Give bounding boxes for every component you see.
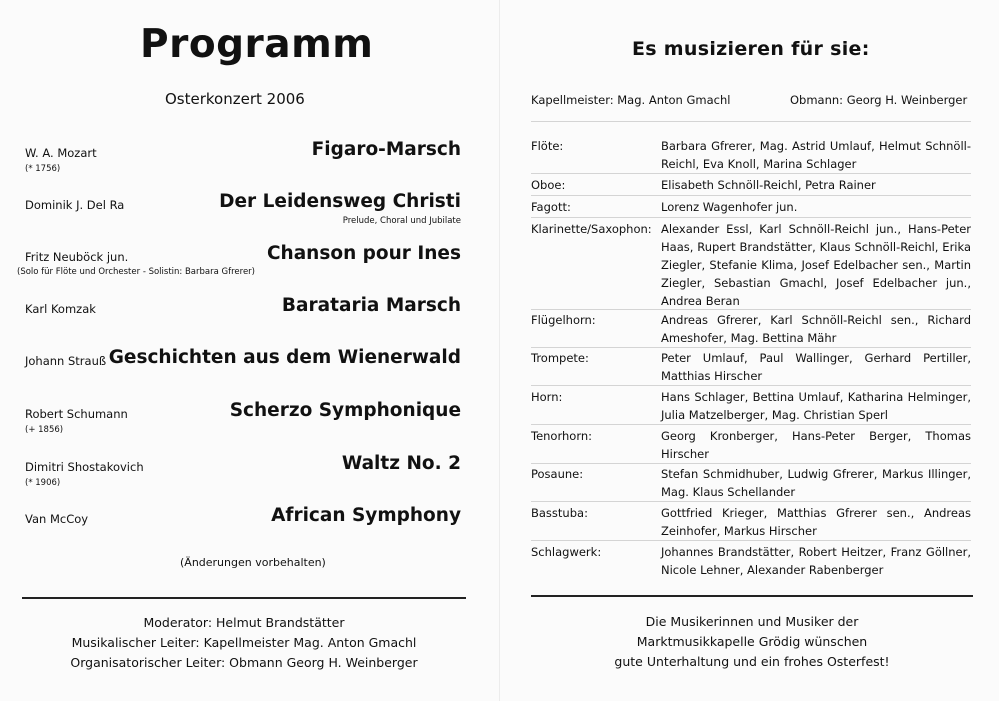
piece-title: Figaro-Marsch (311, 139, 461, 160)
instrument-members: Hans Schlager, Bettina Umlauf, Katharina Helminger, Julia Matzelberger, Mag. Christian Sperl (661, 390, 971, 422)
instrument-name: Trompete: (531, 351, 589, 365)
instrument-name: Flöte: (531, 139, 564, 153)
section-divider (531, 173, 971, 174)
piece-title: Der Leidensweg Christi (219, 191, 461, 212)
piece-note: (Solo für Flöte und Orchester - Solistin: Barbara Gfrerer) (17, 267, 255, 277)
changes-note: (Änderungen vorbehalten) (180, 556, 326, 569)
credit-line: Moderator: Helmut Brandstätter (143, 615, 345, 630)
piece-title: Scherzo Symphonique (229, 400, 461, 421)
section-divider (531, 463, 971, 464)
instrument-members: Peter Umlauf, Paul Wallinger, Gerhard Pertiller, Matthias Hirscher (661, 351, 971, 383)
piece-composer: Karl Komzak (25, 302, 96, 316)
instrument-members: Barbara Gfrerer, Mag. Astrid Umlauf, Helmut Schnöll-Reichl, Eva Knoll, Marina Schlager (661, 139, 971, 171)
instrument-members: Johannes Brandstätter, Robert Heitzer, Franz Göllner, Nicole Lehner, Alexander Rabenberger (661, 545, 971, 577)
instrument-members: Stefan Schmidhuber, Ludwig Gfrerer, Markus Illinger, Mag. Klaus Schellander (661, 467, 971, 499)
program-title: Programm (140, 22, 374, 67)
greeting-line: Die Musikerinnen und Musiker der (645, 614, 859, 629)
instrument-members: Lorenz Wagenhofer jun. (661, 200, 798, 214)
section-divider (531, 121, 971, 122)
instrument-name: Posaune: (531, 467, 584, 481)
piece-note: (* 1906) (25, 478, 61, 488)
piece-composer: Van McCoy (25, 512, 89, 526)
piece-note: (+ 1856) (25, 425, 64, 435)
instrument-name: Horn: (531, 390, 563, 404)
piece-title: Barataria Marsch (281, 295, 461, 316)
instrument-members: Andreas Gfrerer, Karl Schnöll-Reichl sen., Richard Ameshofer, Mag. Bettina Mähr (661, 313, 971, 345)
instrument-name: Flügelhorn: (531, 313, 596, 327)
kapellmeister: Kapellmeister: Mag. Anton Gmachl (531, 93, 731, 107)
musicians-title: Es musizieren für sie: (632, 38, 870, 60)
section-divider (531, 540, 971, 541)
credit-line: Organisatorischer Leiter: Obmann Georg H. Weinberger (70, 655, 418, 670)
piece-title: African Symphony (271, 505, 461, 526)
musicians-divider (531, 595, 973, 597)
instrument-members: Alexander Essl, Karl Schnöll-Reichl jun., Hans-Peter Haas, Rupert Brandstätter, Klaus Schnöll-Reichl, Erika Ziegler, Stefanie Klima, Josef Edelbacher sen., Martin Ziegler, Sebastian Gmachl, Josef Edelbacher jun., Andrea Beran (661, 222, 971, 308)
musicians-page (500, 0, 999, 701)
instrument-name: Basstuba: (531, 506, 588, 520)
piece-title: Geschichten aus dem Wienerwald (108, 347, 461, 368)
instrument-members: Gottfried Krieger, Matthias Gfrerer sen., Andreas Zeinhofer, Markus Hirscher (661, 506, 971, 538)
piece-composer: Dominik J. Del Ra (25, 198, 125, 212)
piece-composer: Fritz Neuböck jun. (25, 250, 129, 264)
piece-subtitle: Prelude, Choral und Jubilate (342, 216, 461, 226)
section-divider (531, 309, 971, 310)
piece-title: Chanson pour Ines (266, 243, 461, 264)
greeting-line: Marktmusikkapelle Grödig wünschen (636, 634, 868, 649)
section-divider (531, 195, 971, 196)
obmann: Obmann: Georg H. Weinberger (790, 93, 968, 107)
greeting-line: gute Unterhaltung und ein frohes Osterfest! (614, 654, 890, 669)
section-divider (531, 501, 971, 502)
instrument-members: Elisabeth Schnöll-Reichl, Petra Rainer (661, 178, 876, 192)
instrument-members: Georg Kronberger, Hans-Peter Berger, Thomas Hirscher (661, 429, 971, 461)
instrument-name: Schlagwerk: (531, 545, 602, 559)
section-divider (531, 385, 971, 386)
program-credits (22, 613, 466, 673)
musicians-greeting (531, 612, 973, 672)
section-divider (531, 347, 971, 348)
instrument-name: Fagott: (531, 200, 571, 214)
section-divider (531, 424, 971, 425)
instrument-name: Oboe: (531, 178, 566, 192)
instrument-name: Klarinette/Saxophon: (531, 222, 652, 236)
piece-title: Waltz No. 2 (341, 453, 461, 474)
piece-note: (* 1756) (25, 164, 61, 174)
piece-composer: Johann Strauß (25, 354, 107, 368)
piece-composer: Robert Schumann (25, 407, 128, 421)
program-subtitle: Osterkonzert 2006 (165, 90, 305, 108)
section-divider (531, 217, 971, 218)
instrument-name: Tenorhorn: (531, 429, 593, 443)
program-divider (22, 597, 466, 599)
piece-composer: W. A. Mozart (25, 146, 97, 160)
credit-line: Musikalischer Leiter: Kapellmeister Mag. Anton Gmachl (71, 635, 417, 650)
piece-composer: Dimitri Shostakovich (25, 460, 144, 474)
